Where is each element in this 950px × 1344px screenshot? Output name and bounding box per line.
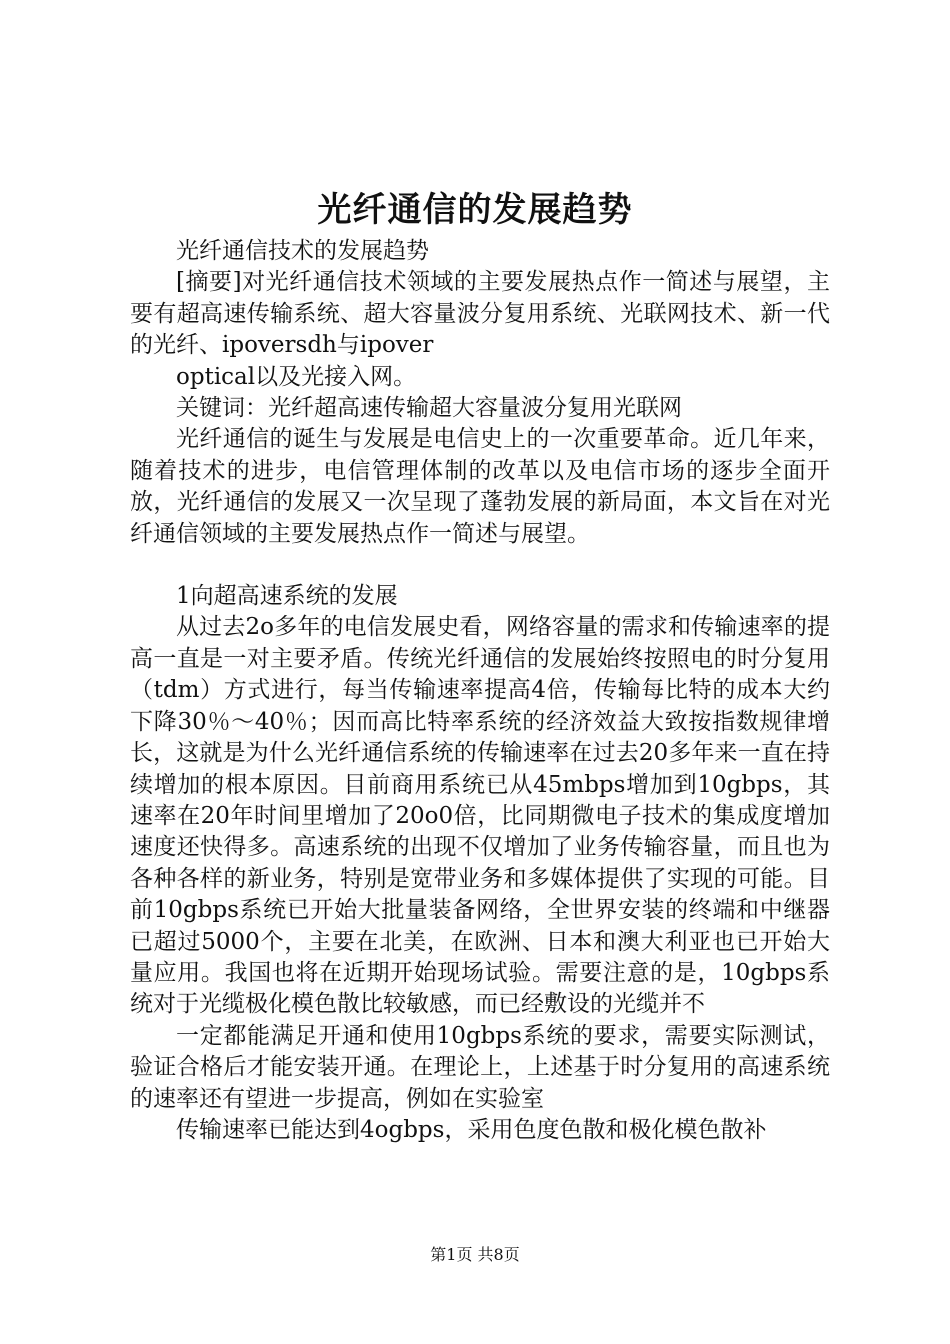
body-paragraph: 一定都能满足开通和使用10gbps系统的要求，需要实际测试，验证合格后才能安装开通。在理论上，上述基于时分复用的高速系统的速率还有望进一步提高，例如在实验室 (130, 1022, 830, 1112)
intro-paragraph: 光纤通信的诞生与发展是电信史上的一次重要革命。近几年来，随着技术的进步，电信管理体制的改革以及电信市场的逐步全面开放，光纤通信的发展又一次呈现了蓬勃发展的新局面，本文旨在对光纤通信领域的主要发展热点作一简述与展望。 (130, 426, 830, 547)
abstract-paragraph: [摘要]对光纤通信技术领域的主要发展热点作一简述与展望，主要有超高速传输系统、超大容量波分复用系统、光联网技术、新一代的光纤、ipoversdh与ipover (130, 269, 830, 359)
page-footer: 第1页 共8页 (430, 1245, 520, 1264)
subtitle-paragraph: 光纤通信技术的发展趋势 (176, 238, 429, 264)
document-body (130, 236, 830, 1146)
keywords-paragraph: 关键词：光纤超高速传输超大容量波分复用光联网 (176, 395, 682, 422)
abstract-continuation: optical以及光接入网。 (176, 363, 417, 390)
section-heading: 1向超高速系统的发展 (176, 583, 398, 610)
document-title: 光纤通信的发展趋势 (317, 190, 633, 230)
body-paragraph: 传输速率已能达到4ogbps，采用色度色散和极化模色散补 (176, 1116, 767, 1143)
paragraph-spacer (130, 550, 830, 581)
body-paragraph: 从过去2o多年的电信发展史看，网络容量的需求和传输速率的提高一直是一对主要矛盾。传统光纤通信的发展始终按照电的时分复用（tdm）方式进行，每当传输速率提高4倍，传输每比特的成本大约下降30％～40％；因而高比特率系统的经济效益大致按指数规律增长，这就是为什么光纤通信系统的传输速率在过去20多年来一直在持续增加的根本原因。目前商用系统已从45mbps增加到10gbps，其速率在20年时间里增加了20o0倍，比同期微电子技术的集成度增加速度还快得多。高速系统的出现不仅增加了业务传输容量，而且也为各种各样的新业务，特别是宽带业务和多媒体提供了实现的可能。目前10gbps系统已开始大批量装备网络，全世界安装的终端和中继器已超过5000个，主要在北美，在欧洲、日本和澳大利亚也已开始大量应用。我国也将在近期开始现场试验。需要注意的是，10gbps系统对于光缆极化模色散比较敏感，而已经敷设的光缆并不 (130, 614, 830, 1018)
